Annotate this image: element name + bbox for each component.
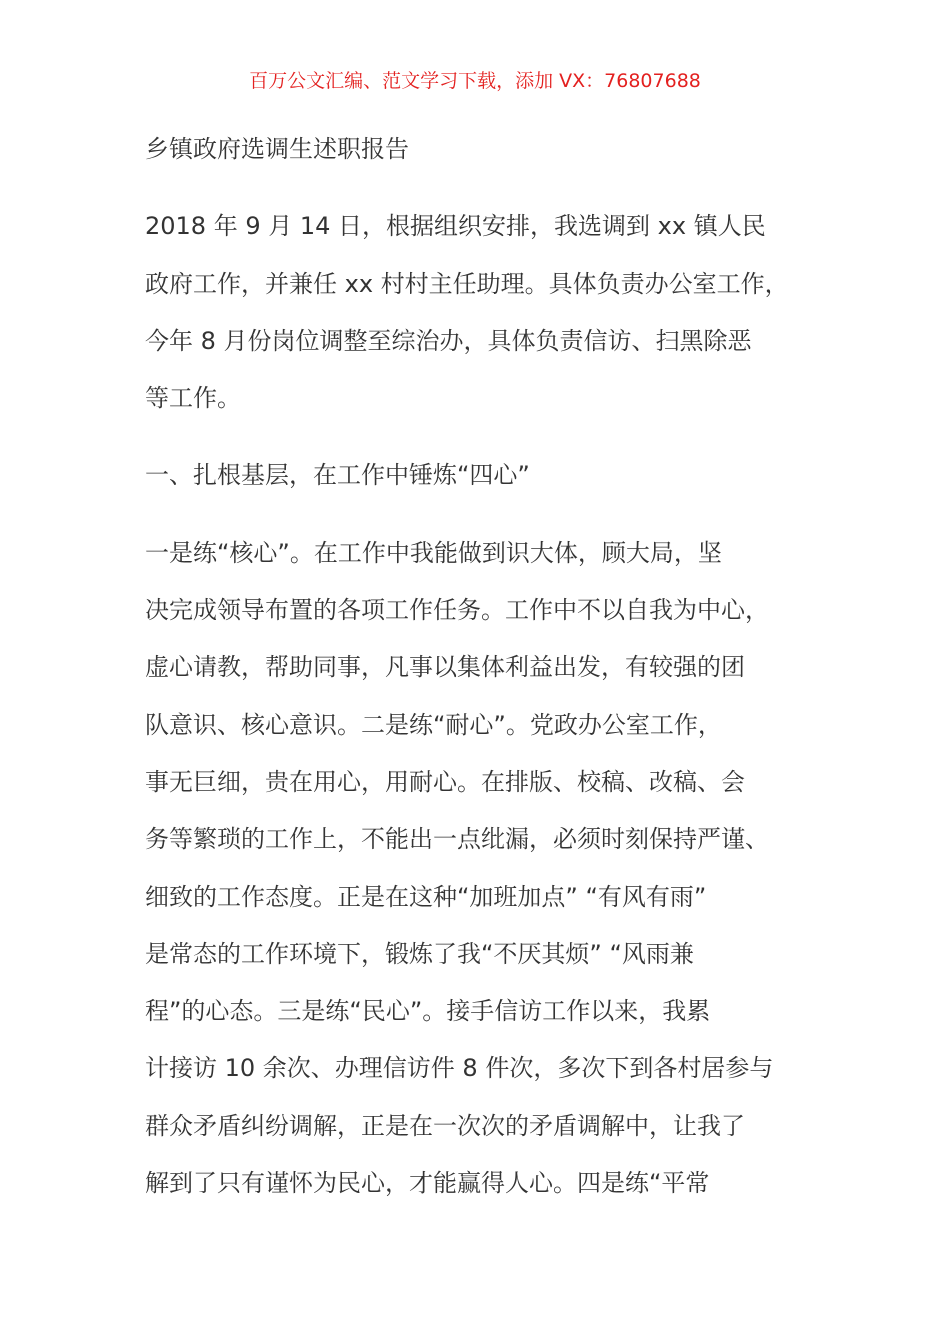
paragraphs bbox=[145, 198, 845, 1212]
section-heading bbox=[145, 447, 845, 504]
text-line: 细致的工作态度。正是在这种“加班加点” “有风有雨” bbox=[145, 882, 707, 911]
paragraph bbox=[145, 198, 845, 427]
text-line: 政府工作，并兼任 xx 村村主任助理。具体负责办公室工作， bbox=[145, 269, 789, 298]
paragraph bbox=[145, 525, 845, 1213]
text-line: 一、扎根基层，在工作中锤炼“四心” bbox=[145, 461, 530, 490]
text-line: 虚心请教，帮助同事，凡事以集体利益出发，有较强的团 bbox=[145, 653, 745, 682]
document-body bbox=[145, 121, 845, 1232]
text-line: 群众矛盾纠纷调解，正是在一次次的矛盾调解中，让我了 bbox=[145, 1111, 745, 1140]
title-text: 乡镇政府选调生述职报告 bbox=[145, 135, 409, 163]
text-line: 队意识、核心意识。二是练“耐心”。党政办公室工作， bbox=[145, 710, 722, 739]
text-line: 一是练“核心”。在工作中我能做到识大体，顾大局，坚 bbox=[145, 538, 722, 567]
document-title bbox=[145, 121, 845, 178]
watermark-header: 百万公文汇编、范文学习下载，添加 VX：76807688 bbox=[249, 70, 701, 92]
text-line: 决完成领导布置的各项工作任务。工作中不以自我为中心， bbox=[145, 596, 769, 625]
text-line: 务等繁琐的工作上，不能出一点纰漏，必须时刻保持严谨、 bbox=[145, 825, 769, 854]
text-line: 事无巨细，贵在用心，用耐心。在排版、校稿、改稿、会 bbox=[145, 767, 745, 796]
text-line: 计接访 10 余次、办理信访件 8 件次，多次下到各村居参与 bbox=[145, 1054, 774, 1083]
text-line: 程”的心态。三是练“民心”。接手信访工作以来，我累 bbox=[145, 997, 711, 1026]
text-line: 2018 年 9 月 14 日，根据组织安排，我选调到 xx 镇人民 bbox=[145, 212, 766, 241]
text-line: 今年 8 月份岗位调整至综治办，具体负责信访、扫黑除恶 bbox=[145, 326, 752, 355]
text-line: 解到了只有谨怀为民心，才能赢得人心。四是练“平常 bbox=[145, 1169, 710, 1198]
text-line: 等工作。 bbox=[145, 384, 241, 413]
text-line: 是常态的工作环境下，锻炼了我“不厌其烦” “风雨兼 bbox=[145, 939, 694, 968]
